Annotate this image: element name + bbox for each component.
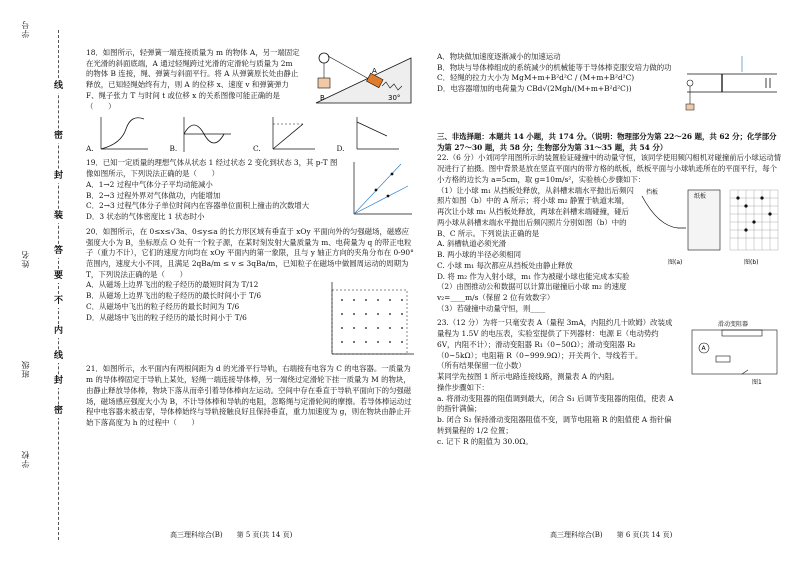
q22-step-1: （1）让小球 m₁ 从挡板处释放，从斜槽末端水平抛出后频闪照片如图（b）中的 A 所示；将小球 m₂ 静置于轨道末端，再次让小球 m₁ 从挡板处释放，两球在斜槽末端碰撞，碰后两小球从斜槽末端水平抛出后频闪照片分别如图（b）中的 B、C 所示。下列说法正确的是: [437, 185, 634, 238]
seal-char: 线: [54, 350, 63, 363]
q20-option-a[interactable]: A．从磁场上边界飞出的粒子经历的最短时间为 T/12: [86, 280, 259, 290]
q23-line: 某同学先按图 1 所示电路连接线路，测量表 A 的内阻。: [437, 372, 620, 382]
q22-option-b[interactable]: B. 两小球的半径必须相同: [437, 250, 522, 260]
question-19: [86, 158, 416, 222]
q19-option-b[interactable]: B．2→3 过程外界对气体做功，内能增加: [86, 190, 221, 200]
question-21: [86, 364, 416, 428]
q21-option-d[interactable]: D．电容器增加的电荷量为 CBd√(2Mgh/(M+m+B²d²C)): [437, 84, 632, 94]
seal-char: 装: [54, 210, 63, 223]
q18-option-d[interactable]: [337, 114, 417, 154]
q21-option-c[interactable]: C．轻绳的拉力大小为 MgM+m+B²d²C / (M+m+B²d²C): [437, 73, 635, 83]
q23-circuit-figure: [682, 318, 782, 388]
graph-v-t: [179, 114, 234, 154]
question-23: [437, 318, 782, 447]
margin-label-class: 班级: [21, 360, 30, 378]
seal-char: 内: [54, 325, 63, 338]
q19-text: 19．已知一定质量的理想气体从状态 1 经过状态 2 变化到状态 3，其 p-T 图像如图所示，下列说法正确的是（ ）: [86, 158, 338, 179]
footer-right: 高三理科综合(B) 第 6 页(共 14 页): [550, 531, 673, 539]
seal-char: 封: [54, 170, 63, 183]
q22-figure-b: [726, 186, 782, 268]
question-18: [86, 48, 416, 154]
fig-a-caption: 图(a): [668, 258, 683, 266]
q23-text: 23.（12 分）为将一只毫安表 A（量程 3mA，内阻约几十欧姆）改装成量程为 1.5V 的电压表，实验室提供了下列器材：电源 E（电动势约 6V，内阻不计）；滑动变阻器 R₁（0~50Ω）；滑动变阻器 R₂（0~5kΩ）；电阻箱 R（0~999.9Ω）；开关两个、导线若干。: [437, 318, 673, 360]
q23-line: （所有结果保留一位小数）: [437, 361, 526, 371]
field-dots: [341, 300, 403, 344]
margin-label-school: 学校: [21, 450, 30, 468]
q19-option-d[interactable]: D．3 状态的气体密度比 1 状态时小: [86, 212, 205, 222]
q23-line: 操作步骤如下：: [437, 382, 489, 392]
q20-option-d[interactable]: D．从磁场中飞出的粒子经历的最长时间小于 T/6: [86, 312, 247, 322]
q18-option-b[interactable]: [170, 114, 250, 154]
q22-text: 22.（6 分）小刘同学用图所示的装置验证碰撞中的动量守恒，该同学使用频闪相机对碰撞前后小球运动情况进行了拍摄。图中背景是放在竖直平面内的带方格的纸板，纸板平面与小球轨迹所在的平面平行，每个小方格的边长为 a=5cm，取 g=10m/s²，实验核心步骤如下：: [437, 153, 781, 184]
q20-field-figure: [326, 280, 416, 360]
angle-label: 30°: [388, 94, 401, 102]
option-label: A.: [86, 143, 94, 153]
seal-char: 线: [54, 80, 63, 93]
option-label: B.: [169, 143, 178, 153]
seal-char: 密: [54, 405, 63, 418]
q18-option-a[interactable]: [86, 114, 166, 154]
q21-option-b[interactable]: B．物块与导体棒组成的系统减少的机械能等于导体棒克服安培力做的功: [437, 62, 672, 72]
q18-option-c[interactable]: [253, 114, 333, 154]
q20-option-b[interactable]: B．从磁场上边界飞出的粒子经历的最长时间小于 T/6: [86, 291, 262, 301]
binding-margin: [0, 0, 70, 561]
q23-line: c. 记下 R 的阻值为 30.0Ω。: [437, 436, 533, 446]
circuit-caption: 图1: [752, 379, 762, 387]
seal-char: 要: [54, 270, 63, 283]
label-b: B: [320, 94, 325, 102]
q19-option-c[interactable]: C．2→3 过程气体分子单位时间内在容器单位面积上撞击的次数增大: [86, 201, 310, 211]
plate-label: 挡板: [646, 188, 659, 196]
fig-b-caption: 图(b): [744, 258, 759, 266]
q21-rail-figure: [682, 52, 782, 112]
q22-figure-a: [638, 186, 722, 268]
seal-line: [54, 30, 70, 540]
graph-t-x: [347, 114, 402, 154]
q21-option-a[interactable]: A．物块做加速度逐渐减小的加速运动: [437, 52, 561, 61]
q22-option-d[interactable]: D. 将 m₂ 作为入射小球，m₁ 作为被碰小球也能完成本实验: [437, 271, 630, 281]
q19-pt-graph: [346, 158, 416, 220]
q21-text: 21．如图所示，水平面内有两根间距为 d 的光滑平行导轨，右端接有电容为 C 的电容器。一质量为 m 的导体棒固定于导轨上某处，轻绳一端连接导体棒，另一端绕过定滑轮下挂一质量为 M 的物块，由静止释放导体棒，物块下落从而牵引着导体棒向左运动。空间中存在垂直于导轨平面向下的匀强磁场，磁场感应强度大小为 B，不计导体棒和导轨的电阻，忽略绳与定滑轮间的摩擦。若导体棒运动过程中电容器未被击穿，导体棒始终与导轨接触良好且保持垂直，重力加速度为 g，则在物块由静止开始下落高度为 h 的过程中（ ）: [86, 364, 412, 428]
option-label: D.: [336, 143, 345, 153]
q18-incline-figure: [306, 48, 416, 108]
svg-text:A: A: [701, 345, 706, 353]
q22-option-a[interactable]: A. 斜槽轨道必须光滑: [437, 239, 507, 249]
board-label: 纸板: [694, 192, 707, 200]
footer-left: 高三理科综合(B) 第 5 页(共 14 页): [170, 531, 293, 539]
circuit-title: 滑动变阻器: [718, 321, 749, 329]
option-label: C.: [253, 143, 261, 153]
q20-option-c[interactable]: C．从磁场中飞出的粒子经历的最长时间为 T/6: [86, 301, 240, 311]
q18-options: [86, 114, 416, 154]
q18-text: 18．如图所示，轻弹簧一端连接质量为 m 的物体 A，另一端固定在光滑的斜面底端，A 通过轻绳跨过光滑的定滑轮与质量为 2m 的物体 B 连接，绳、弹簧与斜面平行。将 A 从弹簧原长处由静止释放，已知轻绳始终有力，则 A 的位移 x、速度 v 和弹簧弹力 F、绳子张力 T 与时间 t 或位移 x 的关系图像可能正确的是（ ）: [86, 48, 300, 111]
margin-label-id: 学号: [21, 20, 30, 38]
seal-char: 封: [54, 375, 63, 388]
seal-char: 不: [54, 295, 63, 308]
q20-text: 20．如图所示，在 0≤x≤√3a、0≤y≤a 的长方形区域有垂直于 xOy 平面向外的匀强磁场，磁感应强度大小为 B，坐标原点 O 处有一个粒子源，在某时刻发射大量质量为 m、电荷量为 q 的带正电粒子（重力不计），它们的速度方向均在 xOy 平面内的第一象限，且与 y 轴正方向的夹角分布在 0-90°范围内，速度大小不同，且满足 2qBa/m ≤ v ≤ 3qBa/m，已知粒子在磁场中做圆周运动的周期为 T，下列说法正确的是（ ）: [86, 226, 414, 279]
question-22: [437, 153, 782, 314]
q22-step-3: （3）若碰撞中动量守恒，则____: [437, 303, 546, 313]
q19-option-a[interactable]: A．1→2 过程中气体分子平均动能减小: [86, 179, 213, 189]
left-column: [86, 48, 416, 433]
q23-line: a. 将滑动变阻器的阻值调到最大，闭合 S₁ 后调节变阻器的阻值，使表 A 的指针满偏；: [437, 393, 674, 414]
label-a: A: [372, 67, 377, 75]
right-column: [437, 52, 782, 451]
question-20: [86, 227, 416, 361]
margin-label-name: 姓名: [21, 250, 30, 268]
graph-x-t: [96, 114, 151, 154]
seal-char: 答: [54, 245, 63, 258]
q23-line: b. 闭合 S₂ 保持滑动变阻器阻值不变，调节电阻箱 R 的阻值使 A 指针偏转到量程的 1/2 位置；: [437, 415, 672, 435]
section-3-heading: 三、非选择题：本题共 14 小题，共 174 分。（说明：物理部分为第 22～26 题，共 62 分；化学部分为第 27～30 题，共 58 分；生物部分为第 31～35 题，共 54 分）: [437, 132, 777, 152]
q22-step-2: （2）由图推动公和数据可以计算出碰撞后小球 m₂ 的速度 v₂=____m/s（保留 2 位有效数字）: [437, 282, 627, 303]
q22-option-c[interactable]: C. 小球 m₁ 每次都应从挡板处由静止释放: [437, 260, 573, 270]
graph-f-x: [263, 114, 318, 154]
seal-char: 密: [54, 130, 63, 143]
